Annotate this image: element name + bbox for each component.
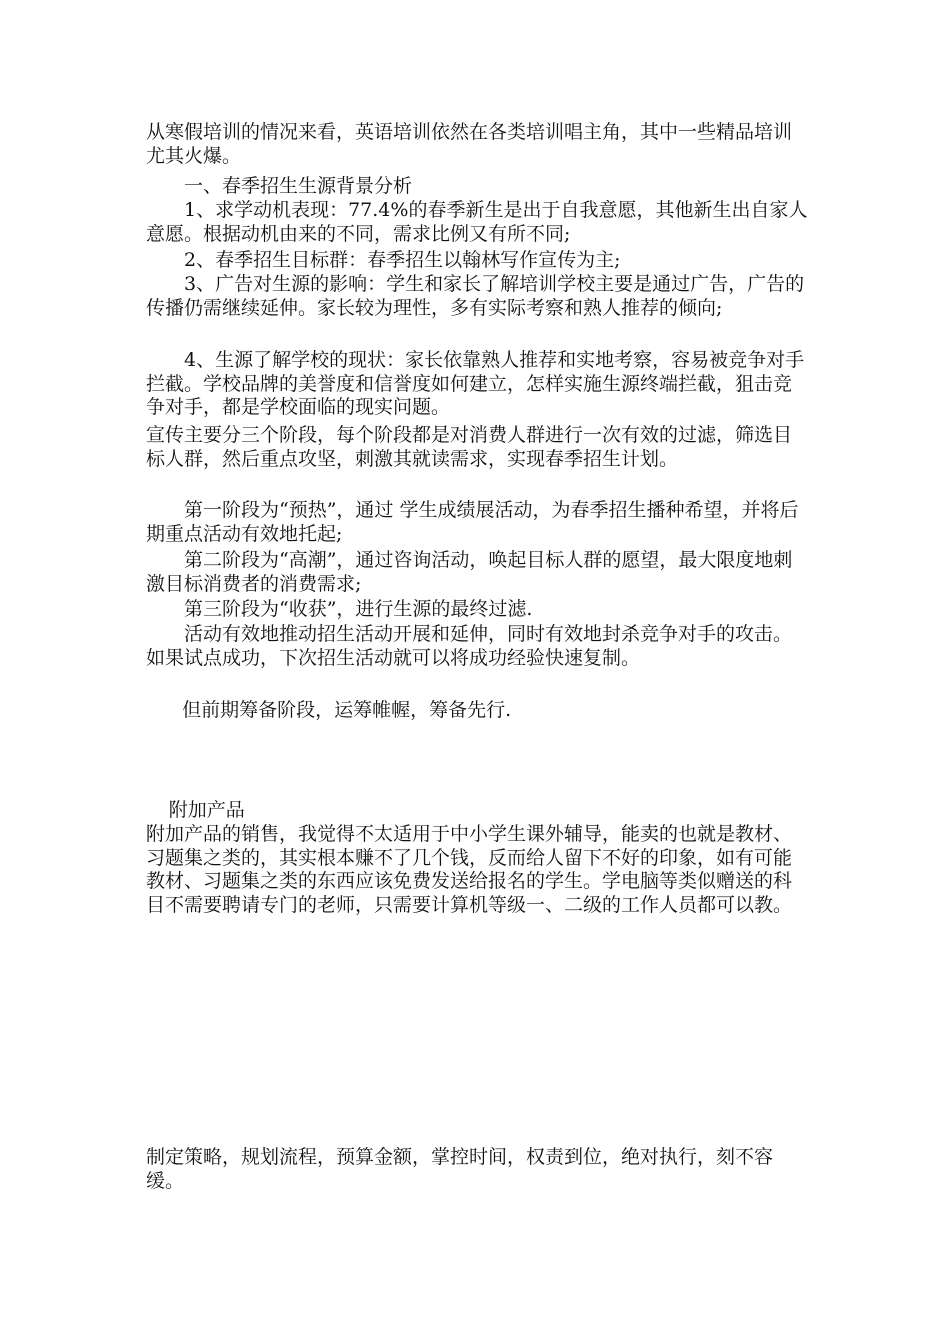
point-4-paragraph: 4、生源了解学校的现状：家长依靠熟人推荐和实地考察，容易被竞争对手拦截。学校品牌的美誉度和信誉度如何建立，怎样实施生源终端拦截，狙击竞争对手，都是学校面临的现实问题。 bbox=[146, 349, 805, 418]
stages-intro-paragraph: 宣传主要分三个阶段，每个阶段都是对消费人群进行一次有效的过滤，筛选目标人群，然后重点攻坚，刺激其就读需求，实现春季招生计划。 bbox=[146, 424, 793, 470]
point-1-paragraph: 1、求学动机表现：77.4%的春季新生是出于自我意愿，其他新生出自家人意愿。根据动机由来的不同，需求比例又有所不同; bbox=[146, 199, 808, 245]
addon-heading: 附加产品 bbox=[168, 799, 245, 821]
point-3-paragraph: 3、广告对生源的影响：学生和家长了解培训学校主要是通过广告，广告的传播仍需继续延伸。家长较为理性，多有实际考察和熟人推荐的倾向; bbox=[146, 273, 805, 319]
preparation-paragraph: 但前期筹备阶段，运筹帷幄，筹备先行. bbox=[182, 699, 512, 721]
stage-1-paragraph: 第一阶段为“预热”，通过 学生成绩展活动，为春季招生播种希望，并将后期重点活动有效地托起; bbox=[146, 499, 799, 545]
section-heading: 一、春季招生生源背景分析 bbox=[184, 175, 413, 197]
closing-paragraph: 制定策略，规划流程，预算金额，掌控时间，权责到位，绝对执行，刻不容缓。 bbox=[146, 1146, 774, 1192]
addon-paragraph: 附加产品的销售，我觉得不太适用于中小学生课外辅导，能卖的也就是教材、习题集之类的，其实根本赚不了几个钱，反而给人留下不好的印象，如有可能教材、习题集之类的东西应该免费发送给报名的学生。学电脑等类似赠送的科目不需要聘请专门的老师，只需要计算机等级一、二级的工作人员都可以教。 bbox=[146, 823, 793, 916]
intro-paragraph: 从寒假培训的情况来看，英语培训依然在各类培训唱主角，其中一些精品培训尤其火爆。 bbox=[146, 121, 793, 167]
stage-2-paragraph: 第二阶段为“高潮”，通过咨询活动，唤起目标人群的愿望，最大限度地刺激目标消费者的消费需求; bbox=[146, 549, 793, 595]
stage-3-paragraph: 第三阶段为“收获”，进行生源的最终过滤. bbox=[184, 598, 533, 620]
activity-paragraph: 活动有效地推动招生活动开展和延伸，同时有效地封杀竞争对手的攻击。如果试点成功，下次招生活动就可以将成功经验快速复制。 bbox=[146, 623, 793, 669]
point-2-paragraph: 2、春季招生目标群：春季招生以翰林写作宣传为主; bbox=[184, 249, 621, 271]
